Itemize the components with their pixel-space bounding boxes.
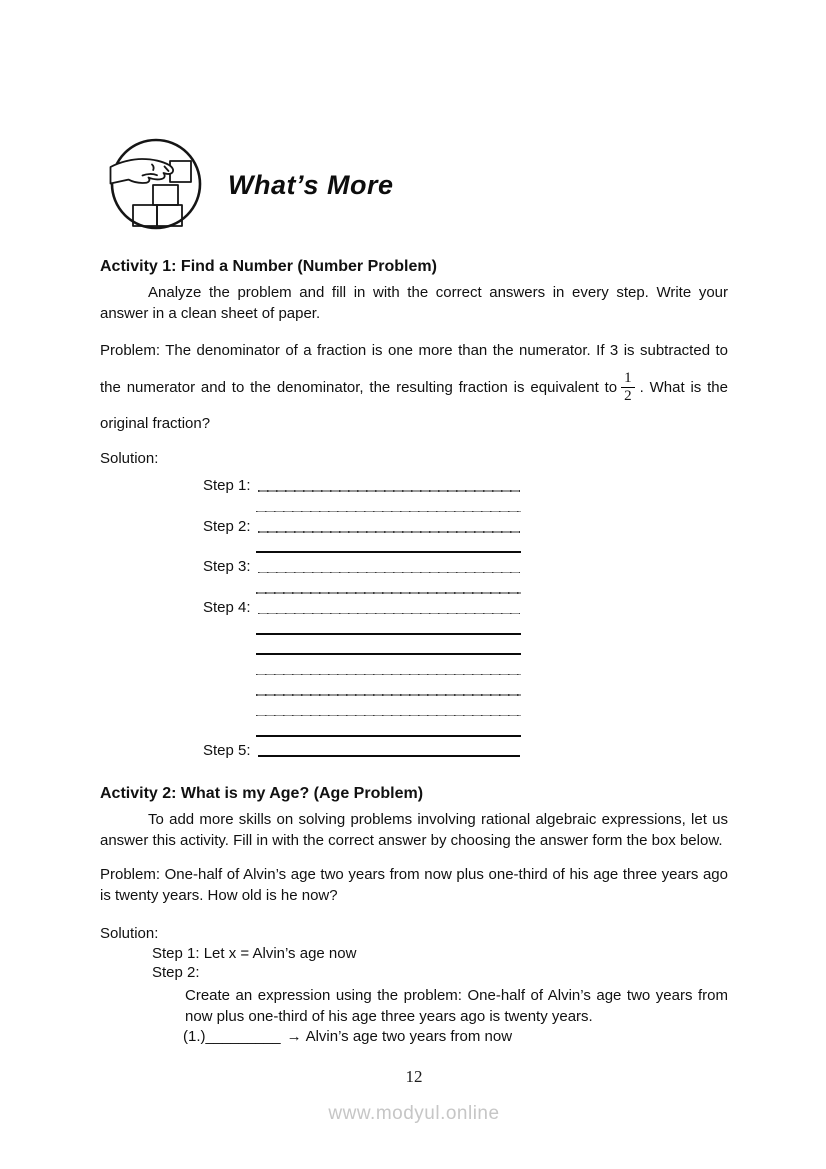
continuation-row [203,719,728,739]
section-header [100,137,728,233]
answer-blank-line [258,572,520,574]
activity1-problem-text-before: Problem: The denominator of a fraction is one more than the numerator. If 3 is subtracted to the numerator and to the denominator, the resulting fraction is equivalent to [100,342,728,396]
continuation-row [203,495,728,515]
step-row [203,597,728,617]
activity2-intro: To add more skills on solving problems involving rational algebraic expressions, let us answer this activity. Fill in with the correct answer by choosing the answer form the box below. [100,810,728,849]
fraction-numerator: 1 [624,370,632,387]
answer-blank-line [256,715,521,717]
activity2-step2-body: Create an expression using the problem: One-half of Alvin’s age two years from now plus one-third of his age three years ago is twenty years. [185,986,728,1025]
step-row [203,515,728,535]
step-row [203,740,728,760]
activity1-problem-text-after: . What is the original fraction? [100,378,728,432]
activity1-intro: Analyze the problem and fill in with the correct answers in every step. Write your answer in a clean sheet of paper. [100,284,728,322]
answer-blank-line [256,653,521,655]
activity2-heading: Activity 2: What is my Age? (Age Problem) [100,784,424,802]
step-label: Step 2: [203,517,251,535]
answer-blank-line [256,633,521,635]
watermark: www.modyul.online [328,1102,500,1124]
continuation-row [203,638,728,658]
activity2-fill-in-item [183,1027,728,1047]
answer-blank-line [256,735,521,737]
continuation-row [203,678,728,698]
answer-blank-line [256,511,521,513]
continuation-row [203,699,728,719]
activity1-problem [100,333,728,443]
activity1-solution-steps [203,475,728,760]
activity1-heading: Activity 1: Find a Number (Number Problem) [100,258,437,275]
fraction-denominator: 2 [621,387,635,405]
answer-blank-line [258,613,520,615]
continuation-row [203,536,728,556]
continuation-row [203,658,728,678]
continuation-row [203,617,728,637]
fill-in-description: Alvin’s age two years from now [305,1027,513,1045]
activity1-solution-label: Solution: [100,449,159,467]
activity2-solution-steps [152,944,728,983]
page-number: 12 [405,1066,423,1086]
hand-stacking-blocks-icon [108,137,204,233]
step-label: Step 1: [203,476,251,494]
page-title: What’s More [228,169,394,200]
fraction-one-half [621,370,635,405]
answer-blank-line [256,674,521,676]
activity2-step1: Step 1: Let x = Alvin’s age now [152,944,357,962]
answer-blank-line [256,694,521,696]
answer-blank-line [258,490,520,492]
step-row [203,475,728,495]
answer-blank-line [258,755,520,757]
activity2-solution-label: Solution: [100,924,159,942]
continuation-row [203,576,728,596]
activity2-step2: Step 2: [152,964,200,982]
fill-in-blank: (1.)_________ [183,1027,281,1045]
activity2-problem: Problem: One-half of Alvin’s age two years from now plus one-third of his age three years ago is twenty years. How old is he now? [100,865,728,904]
step-row [203,556,728,576]
step-label: Step 4: [203,599,251,617]
answer-blank-line [256,592,521,594]
step-label: Step 3: [203,558,251,576]
right-arrow-icon: → [286,1027,302,1045]
answer-blank-line [256,551,521,553]
answer-blank-line [258,531,520,533]
step-label: Step 5: [203,741,251,759]
